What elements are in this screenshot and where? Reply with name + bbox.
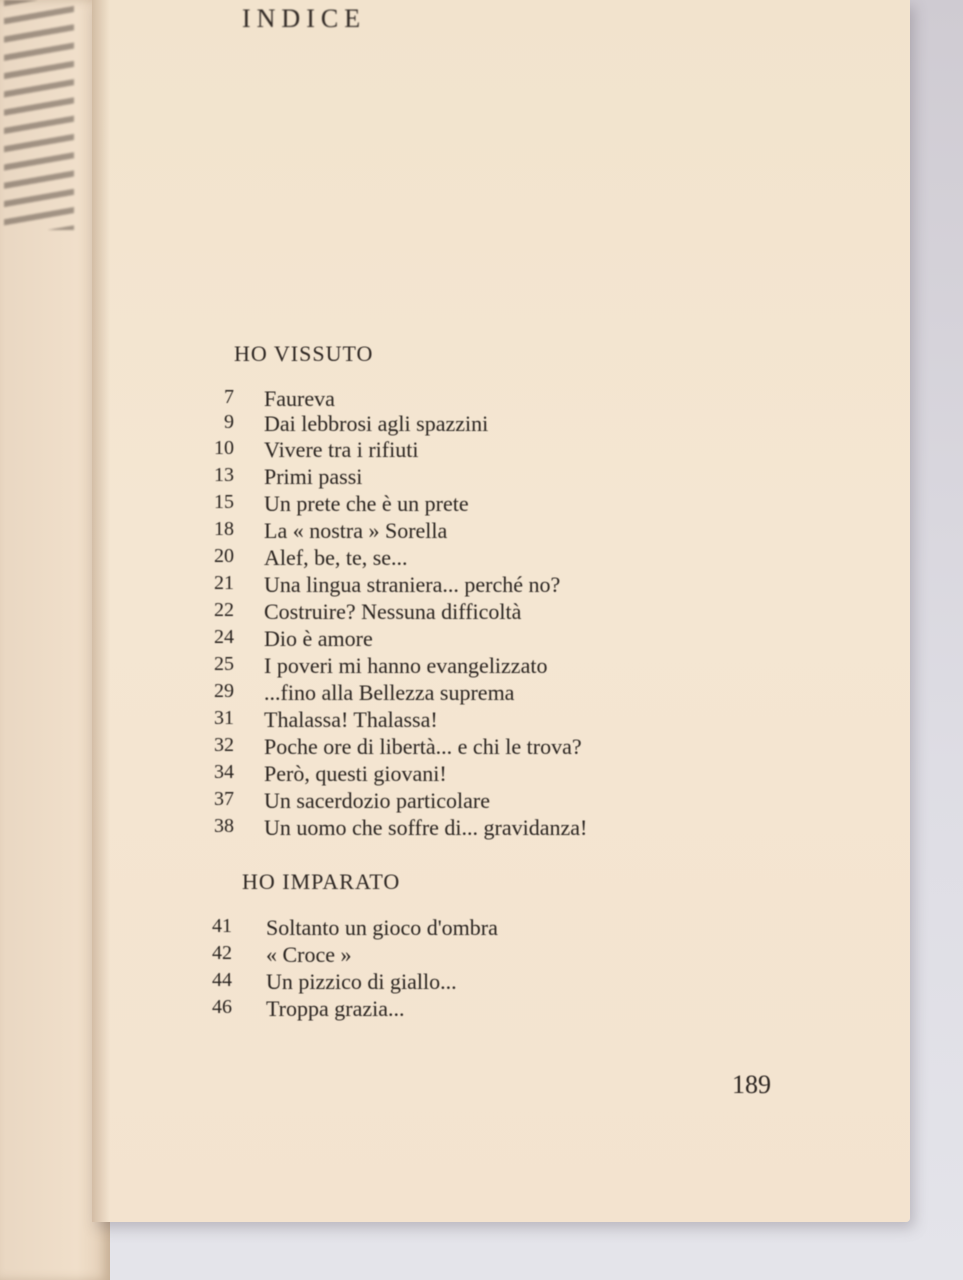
toc-page-number: 37: [214, 788, 234, 810]
toc-entry: [92, 386, 963, 413]
toc-page-number: 18: [214, 518, 234, 540]
toc-entry: [92, 969, 963, 996]
toc-page-number: 21: [214, 572, 234, 594]
toc-page-number: 24: [214, 626, 234, 648]
toc-page-number: 34: [214, 761, 234, 783]
toc-entry-title: Soltanto un gioco d'ombra: [266, 915, 498, 940]
toc-entry-title: Costruire? Nessuna difficoltà: [264, 599, 522, 624]
toc-page-number: 7: [224, 386, 234, 408]
toc-entry: [92, 437, 963, 464]
toc-page-number: 20: [214, 545, 234, 567]
toc-entry: [92, 815, 963, 842]
toc-page-number: 46: [212, 996, 232, 1018]
toc-entry: [92, 464, 963, 491]
section-title-ho-imparato: HO IMPARATO: [242, 869, 401, 894]
toc-entry-title: Primi passi: [264, 464, 363, 489]
toc-entry: [92, 599, 963, 626]
toc-entry-title: Alef, be, te, se...: [264, 545, 408, 570]
toc-entry: [92, 680, 963, 707]
book-page: [92, 0, 910, 1222]
toc-entry-title: Poche ore di libertà... e chi le trova?: [264, 734, 582, 759]
toc-page-number: 13: [214, 464, 234, 486]
toc-entry: [92, 942, 963, 969]
toc-page-number: 9: [224, 411, 234, 433]
page-number-folio: 189: [732, 1070, 771, 1099]
toc-entry-title: Un sacerdozio particolare: [264, 788, 490, 813]
toc-entry: [92, 915, 963, 942]
toc-entry: [92, 734, 963, 761]
toc-entry: [92, 411, 963, 438]
facing-page-text: [4, 0, 74, 230]
toc-entry: [92, 572, 963, 599]
toc-entry-title: Un prete che è un prete: [264, 491, 469, 516]
toc-entry-title: Thalassa! Thalassa!: [264, 707, 438, 732]
toc-page-number: 41: [212, 915, 232, 937]
toc-entry-title: Un uomo che soffre di... gravidanza!: [264, 815, 588, 840]
toc-page-number: 31: [214, 707, 234, 729]
toc-page-number: 15: [214, 491, 234, 513]
toc-entry: [92, 707, 963, 734]
toc-entry-title: Faureva: [264, 386, 335, 411]
toc-entry: [92, 545, 963, 572]
toc-entry: [92, 491, 963, 518]
toc-page-number: 22: [214, 599, 234, 621]
toc-entry-title: Una lingua straniera... perché no?: [264, 572, 561, 597]
page-gutter-shadow: [92, 0, 110, 1222]
toc-page-number: 29: [214, 680, 234, 702]
section-title-ho-vissuto: HO VISSUTO: [234, 341, 374, 366]
toc-entry-title: Un pizzico di giallo...: [266, 969, 457, 994]
toc-entry: [92, 653, 963, 680]
toc-entry-title: Vivere tra i rifiuti: [264, 437, 419, 462]
toc-entry: [92, 996, 963, 1023]
toc-entry-title: La « nostra » Sorella: [264, 518, 448, 543]
toc-page-number: 44: [212, 969, 232, 991]
toc-page-number: 42: [212, 942, 232, 964]
toc-entry-title: « Croce »: [266, 942, 352, 967]
toc-entry: [92, 626, 963, 653]
toc-page-number: 25: [214, 653, 234, 675]
toc-entry: [92, 518, 963, 545]
toc-entry-title: ...fino alla Bellezza suprema: [264, 680, 515, 705]
toc-entry: [92, 788, 963, 815]
toc-page-number: 10: [214, 437, 234, 459]
toc-entry-title: Dio è amore: [264, 626, 373, 651]
toc-page-number: 38: [214, 815, 234, 837]
running-head: INDICE: [242, 4, 367, 33]
toc-entry: [92, 761, 963, 788]
toc-entry-title: Dai lebbrosi agli spazzini: [264, 411, 489, 436]
toc-entry-title: Però, questi giovani!: [264, 761, 447, 786]
toc-entry-title: I poveri mi hanno evangelizzato: [264, 653, 548, 678]
toc-page-number: 32: [214, 734, 234, 756]
toc-entry-title: Troppa grazia...: [266, 996, 405, 1021]
